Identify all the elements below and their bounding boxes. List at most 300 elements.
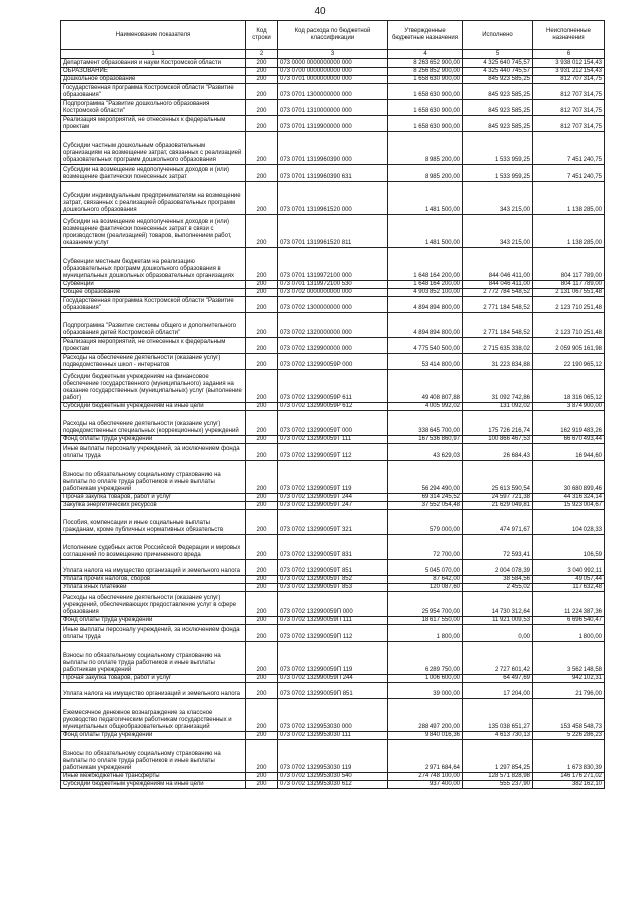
line-code-cell: 200 <box>246 436 278 444</box>
executed-amount-cell: 555 237,90 <box>463 781 533 789</box>
executed-amount-cell: 38 584,56 <box>463 576 533 584</box>
approved-amount-cell: 8 256 852 900,00 <box>388 68 463 76</box>
unexecuted-amount-cell: 804 117 789,00 <box>533 281 605 289</box>
approved-amount-cell: 6 289 750,00 <box>388 642 463 675</box>
column-number: 1 <box>61 50 246 59</box>
unexecuted-amount-cell: 106,59 <box>533 535 605 560</box>
executed-amount-cell: 135 038 651,27 <box>463 699 533 732</box>
approved-amount-cell: 4 894 894 800,00 <box>388 313 463 338</box>
table-row <box>61 68 605 76</box>
approved-amount-cell: 1 481 500,00 <box>388 215 463 248</box>
indicator-name-cell: Реализация мероприятий, не отнесенных к федеральным проектам <box>61 116 246 132</box>
approved-amount-cell: 18 617 550,00 <box>388 617 463 625</box>
executed-amount-cell: 14 730 312,64 <box>463 592 533 617</box>
table-row <box>61 84 605 100</box>
indicator-name-cell: Исполнение судебных актов Российской Федерации и мировых соглашений по возмещению причиненного вреда <box>61 535 246 560</box>
budget-code-cell: 073 0702 132990059П 244 <box>278 675 388 683</box>
header-line-code: Код строки <box>246 21 278 50</box>
approved-amount-cell: 39 000,00 <box>388 683 463 699</box>
line-code-cell: 200 <box>246 560 278 576</box>
table-row <box>61 642 605 675</box>
approved-amount-cell: 49 408 807,88 <box>388 370 463 403</box>
line-code-cell: 200 <box>246 165 278 182</box>
indicator-name-cell: Субсидии бюджетным учреждениям на финансовое обеспечение государственного (муниципального) задания на оказание государственных (муниципальных) услуг (выполнение работ) <box>61 370 246 403</box>
budget-code-cell: 073 0702 132990059P 000 <box>278 354 388 370</box>
line-code-cell: 200 <box>246 116 278 132</box>
budget-code-cell: 073 0702 132990059T 111 <box>278 436 388 444</box>
unexecuted-amount-cell: 16 944,60 <box>533 444 605 461</box>
line-code-cell: 200 <box>246 732 278 740</box>
unexecuted-amount-cell: 66 670 493,44 <box>533 436 605 444</box>
table-row <box>61 165 605 182</box>
indicator-name-cell: Расходы на обеспечение деятельности (оказание услуг) учреждений, обеспечивающих предоставление услуг в сфере образования <box>61 592 246 617</box>
budget-code-cell: 073 0702 132990059П 111 <box>278 617 388 625</box>
approved-amount-cell: 1 481 500,00 <box>388 182 463 215</box>
budget-code-cell: 073 0701 1319960390 631 <box>278 165 388 182</box>
table-row <box>61 248 605 281</box>
executed-amount-cell: 11 921 009,53 <box>463 617 533 625</box>
table-row <box>61 132 605 165</box>
line-code-cell: 200 <box>246 699 278 732</box>
table-body <box>61 59 605 789</box>
approved-amount-cell: 37 552 054,48 <box>388 502 463 510</box>
column-number: 3 <box>278 50 388 59</box>
unexecuted-amount-cell: 22 190 965,12 <box>533 354 605 370</box>
line-code-cell: 200 <box>246 576 278 584</box>
indicator-name-cell: Взносы по обязательному социальному страхованию на выплаты по оплате труда работников и иные выплаты работникам учреждений <box>61 740 246 773</box>
table-row <box>61 76 605 84</box>
budget-code-cell: 073 0702 132990059T 247 <box>278 502 388 510</box>
line-code-cell: 200 <box>246 100 278 116</box>
executed-amount-cell: 1 533 959,25 <box>463 132 533 165</box>
unexecuted-amount-cell: 812 707 314,75 <box>533 76 605 84</box>
approved-amount-cell: 288 497 200,00 <box>388 699 463 732</box>
table-row <box>61 116 605 132</box>
indicator-name-cell: Субвенции местным бюджетам на реализацию образовательных программ дошкольного образования в муниципальных дошкольных образовательных организациях <box>61 248 246 281</box>
budget-code-cell: 073 0702 1329953030 000 <box>278 699 388 732</box>
line-code-cell: 200 <box>246 592 278 617</box>
unexecuted-amount-cell: 5 226 286,23 <box>533 732 605 740</box>
table-row <box>61 461 605 494</box>
approved-amount-cell: 1 658 630 900,00 <box>388 116 463 132</box>
executed-amount-cell: 17 204,00 <box>463 683 533 699</box>
table-row <box>61 281 605 289</box>
table-row <box>61 338 605 354</box>
table-row <box>61 740 605 773</box>
table-row <box>61 370 605 403</box>
approved-amount-cell: 937 400,00 <box>388 781 463 789</box>
table-row <box>61 535 605 560</box>
indicator-name-cell: Уплата иных платежей <box>61 584 246 592</box>
executed-amount-cell: 24 597 721,38 <box>463 494 533 502</box>
indicator-name-cell: Субвенции <box>61 281 246 289</box>
indicator-name-cell: Уплата прочих налогов, сборов <box>61 576 246 584</box>
line-code-cell: 200 <box>246 625 278 642</box>
approved-amount-cell: 167 536 860,97 <box>388 436 463 444</box>
budget-code-cell: 073 0702 132990059P 611 <box>278 370 388 403</box>
budget-code-cell: 073 0701 1319961520 811 <box>278 215 388 248</box>
executed-amount-cell: 2 771 184 548,52 <box>463 313 533 338</box>
unexecuted-amount-cell: 162 919 483,26 <box>533 411 605 436</box>
line-code-cell: 200 <box>246 535 278 560</box>
indicator-name-cell: Субсидии частным дошкольным образовательным организациям на возмещение затрат, связанных с реализацией образовательных программ дошкольного образования <box>61 132 246 165</box>
budget-code-cell: 073 0702 1329953030 119 <box>278 740 388 773</box>
budget-code-cell: 073 0702 132990059T 853 <box>278 584 388 592</box>
table-row <box>61 502 605 510</box>
approved-amount-cell: 4 894 894 800,00 <box>388 297 463 313</box>
executed-amount-cell: 4 325 640 745,57 <box>463 59 533 68</box>
line-code-cell: 200 <box>246 740 278 773</box>
unexecuted-amount-cell: 1 673 830,39 <box>533 740 605 773</box>
unexecuted-amount-cell: 117 632,48 <box>533 584 605 592</box>
approved-amount-cell: 72 700,00 <box>388 535 463 560</box>
header-budget-code: Код расхода по бюджетной классификации <box>278 21 388 50</box>
line-code-cell: 200 <box>246 354 278 370</box>
table-row <box>61 510 605 535</box>
indicator-name-cell: Департамент образования и науки Костромской области <box>61 59 246 68</box>
line-code-cell: 200 <box>246 76 278 84</box>
column-number: 6 <box>533 50 605 59</box>
unexecuted-amount-cell: 2 059 905 161,98 <box>533 338 605 354</box>
line-code-cell: 200 <box>246 683 278 699</box>
line-code-cell: 200 <box>246 215 278 248</box>
approved-amount-cell: 87 642,00 <box>388 576 463 584</box>
executed-amount-cell: 72 593,41 <box>463 535 533 560</box>
executed-amount-cell: 845 923 585,25 <box>463 76 533 84</box>
line-code-cell: 200 <box>246 461 278 494</box>
table-row <box>61 444 605 461</box>
budget-code-cell: 073 0702 132990059T 112 <box>278 444 388 461</box>
table-row <box>61 313 605 338</box>
header-approved: Утвержденные бюджетные назначения <box>388 21 463 50</box>
indicator-name-cell: Фонд оплаты труда учреждений <box>61 436 246 444</box>
table-row <box>61 592 605 617</box>
indicator-name-cell: Государственная программа Костромской области "Развитие образования" <box>61 84 246 100</box>
budget-code-cell: 073 0702 132990059П 851 <box>278 683 388 699</box>
approved-amount-cell: 25 954 700,00 <box>388 592 463 617</box>
unexecuted-amount-cell: 2 123 710 251,48 <box>533 297 605 313</box>
budget-code-cell: 073 0702 132990059T 244 <box>278 494 388 502</box>
approved-amount-cell: 1 006 600,00 <box>388 675 463 683</box>
unexecuted-amount-cell: 1 800,00 <box>533 625 605 642</box>
table-row <box>61 732 605 740</box>
executed-amount-cell: 845 923 585,25 <box>463 116 533 132</box>
budget-code-cell: 073 0702 1329953030 111 <box>278 732 388 740</box>
approved-amount-cell: 69 314 245,52 <box>388 494 463 502</box>
budget-code-cell: 073 0702 132990059P 612 <box>278 403 388 411</box>
indicator-name-cell: Закупка энергетических ресурсов <box>61 502 246 510</box>
unexecuted-amount-cell: 49 057,44 <box>533 576 605 584</box>
line-code-cell: 200 <box>246 281 278 289</box>
column-number: 5 <box>463 50 533 59</box>
budget-code-cell: 073 0702 1320000000 000 <box>278 313 388 338</box>
page-number: 40 <box>314 6 326 17</box>
table-row <box>61 354 605 370</box>
indicator-name-cell: Ежемесячное денежное вознаграждение за классное руководство педагогическим работникам государственных и муниципальных общеобразовательных организаций <box>61 699 246 732</box>
approved-amount-cell: 8 985 200,00 <box>388 132 463 165</box>
column-number: 4 <box>388 50 463 59</box>
executed-amount-cell: 844 046 411,00 <box>463 281 533 289</box>
budget-code-cell: 073 0000 0000000000 000 <box>278 59 388 68</box>
unexecuted-amount-cell: 153 458 548,73 <box>533 699 605 732</box>
executed-amount-cell: 131 092,02 <box>463 403 533 411</box>
indicator-name-cell: Реализация мероприятий, не отнесенных к федеральным проектам <box>61 338 246 354</box>
unexecuted-amount-cell: 6 696 540,47 <box>533 617 605 625</box>
unexecuted-amount-cell: 3 874 900,00 <box>533 403 605 411</box>
budget-code-cell: 073 0701 1319972100 530 <box>278 281 388 289</box>
indicator-name-cell: Уплата налога на имущество организаций и земельного налога <box>61 683 246 699</box>
executed-amount-cell: 2 455,02 <box>463 584 533 592</box>
indicator-name-cell: Прочая закупка товаров, работ и услуг <box>61 494 246 502</box>
indicator-name-cell: Фонд оплаты труда учреждений <box>61 617 246 625</box>
line-code-cell: 200 <box>246 84 278 100</box>
budget-code-cell: 073 0702 1329953030 540 <box>278 773 388 781</box>
unexecuted-amount-cell: 3 040 992,11 <box>533 560 605 576</box>
table-row <box>61 617 605 625</box>
executed-amount-cell: 844 046 411,00 <box>463 248 533 281</box>
unexecuted-amount-cell: 942 102,31 <box>533 675 605 683</box>
indicator-name-cell: Фонд оплаты труда учреждений <box>61 732 246 740</box>
unexecuted-amount-cell: 812 707 314,75 <box>533 100 605 116</box>
line-code-cell: 200 <box>246 248 278 281</box>
executed-amount-cell: 2 715 635 338,02 <box>463 338 533 354</box>
line-code-cell: 200 <box>246 773 278 781</box>
executed-amount-cell: 21 629 049,81 <box>463 502 533 510</box>
approved-amount-cell: 274 748 100,00 <box>388 773 463 781</box>
line-code-cell: 200 <box>246 297 278 313</box>
table-row <box>61 773 605 781</box>
unexecuted-amount-cell: 382 162,10 <box>533 781 605 789</box>
indicator-name-cell: Субсидии бюджетным учреждениям на иные цели <box>61 403 246 411</box>
budget-code-cell: 073 0701 0000000000 000 <box>278 76 388 84</box>
line-code-cell: 200 <box>246 510 278 535</box>
budget-code-cell: 073 0702 132990059T 852 <box>278 576 388 584</box>
executed-amount-cell: 31 092 742,86 <box>463 370 533 403</box>
indicator-name-cell: Общее образование <box>61 289 246 297</box>
budget-code-cell: 073 0702 132990059T 831 <box>278 535 388 560</box>
table-header-row <box>61 21 605 50</box>
budget-code-cell: 073 0701 1319961520 000 <box>278 182 388 215</box>
line-code-cell: 200 <box>246 642 278 675</box>
indicator-name-cell: Уплата налога на имущество организаций и земельного налога <box>61 560 246 576</box>
unexecuted-amount-cell: 21 796,00 <box>533 683 605 699</box>
approved-amount-cell: 4 005 992,02 <box>388 403 463 411</box>
approved-amount-cell: 1 648 164 200,00 <box>388 248 463 281</box>
unexecuted-amount-cell: 804 117 789,00 <box>533 248 605 281</box>
line-code-cell: 200 <box>246 182 278 215</box>
approved-amount-cell: 4 775 540 500,00 <box>388 338 463 354</box>
unexecuted-amount-cell: 3 562 148,58 <box>533 642 605 675</box>
line-code-cell: 200 <box>246 289 278 297</box>
table-row <box>61 59 605 68</box>
unexecuted-amount-cell: 1 138 285,00 <box>533 215 605 248</box>
budget-code-cell: 073 0702 0000000000 000 <box>278 289 388 297</box>
indicator-name-cell: Субсидии на возмещение недополученных доходов и (или) возмещение фактически понесенных затрат <box>61 165 246 182</box>
executed-amount-cell: 343 215,00 <box>463 215 533 248</box>
executed-amount-cell: 26 684,43 <box>463 444 533 461</box>
approved-amount-cell: 43 629,03 <box>388 444 463 461</box>
column-number: 2 <box>246 50 278 59</box>
indicator-name-cell: Субсидии на возмещение недополученных доходов и (или) возмещение фактически понесенных затрат в связи с производством (реализацией) товаров, выполнением работ, оказанием услуг <box>61 215 246 248</box>
line-code-cell: 200 <box>246 68 278 76</box>
table-row <box>61 436 605 444</box>
table-row <box>61 100 605 116</box>
executed-amount-cell: 64 497,69 <box>463 675 533 683</box>
unexecuted-amount-cell: 30 680 899,46 <box>533 461 605 494</box>
column-number-row <box>61 50 605 59</box>
unexecuted-amount-cell: 44 316 324,14 <box>533 494 605 502</box>
indicator-name-cell: Подпрограмма "Развитие дошкольного образования Костромской области" <box>61 100 246 116</box>
header-indicator-name: Наименование показателя <box>61 21 246 50</box>
executed-amount-cell: 128 571 828,98 <box>463 773 533 781</box>
unexecuted-amount-cell: 18 316 065,12 <box>533 370 605 403</box>
indicator-name-cell: Прочая закупка товаров, работ и услуг <box>61 675 246 683</box>
table-row <box>61 683 605 699</box>
approved-amount-cell: 1 658 630 900,00 <box>388 76 463 84</box>
budget-code-cell: 073 0701 1319900000 000 <box>278 116 388 132</box>
header-executed: Исполнено <box>463 21 533 50</box>
approved-amount-cell: 4 903 852 100,00 <box>388 289 463 297</box>
unexecuted-amount-cell: 15 923 004,67 <box>533 502 605 510</box>
indicator-name-cell: Субсидии индивидуальным предпринимателям на возмещение затрат, связанных с реализацией образовательных программ дошкольного образования <box>61 182 246 215</box>
line-code-cell: 200 <box>246 584 278 592</box>
unexecuted-amount-cell: 3 931 212 154,43 <box>533 68 605 76</box>
approved-amount-cell: 5 045 070,00 <box>388 560 463 576</box>
indicator-name-cell: Расходы на обеспечение деятельности (оказание услуг) подведомственных специальных (коррекционных) учреждений <box>61 411 246 436</box>
unexecuted-amount-cell: 812 707 314,75 <box>533 84 605 100</box>
line-code-cell: 200 <box>246 617 278 625</box>
budget-code-cell: 073 0702 132990059П 119 <box>278 642 388 675</box>
table-row <box>61 675 605 683</box>
budget-execution-table <box>60 20 605 789</box>
executed-amount-cell: 100 866 467,53 <box>463 436 533 444</box>
executed-amount-cell: 474 971,67 <box>463 510 533 535</box>
indicator-name-cell: Государственная программа Костромской области "Развитие образования" <box>61 297 246 313</box>
executed-amount-cell: 4 325 440 745,57 <box>463 68 533 76</box>
table-row <box>61 182 605 215</box>
line-code-cell: 200 <box>246 370 278 403</box>
executed-amount-cell: 4 613 730,13 <box>463 732 533 740</box>
line-code-cell: 200 <box>246 444 278 461</box>
line-code-cell: 200 <box>246 403 278 411</box>
budget-code-cell: 073 0701 1319972100 000 <box>278 248 388 281</box>
budget-code-cell: 073 0702 132990059T 321 <box>278 510 388 535</box>
line-code-cell: 200 <box>246 411 278 436</box>
table-row <box>61 215 605 248</box>
unexecuted-amount-cell: 3 938 012 154,43 <box>533 59 605 68</box>
indicator-name-cell: Иные выплаты персоналу учреждений, за исключением фонда оплаты труда <box>61 444 246 461</box>
indicator-name-cell: Пособия, компенсации и иные социальные выплаты гражданам, кроме публичных нормативных обязательств <box>61 510 246 535</box>
table-row <box>61 699 605 732</box>
approved-amount-cell: 1 648 164 200,00 <box>388 281 463 289</box>
budget-code-cell: 073 0701 1310000000 000 <box>278 100 388 116</box>
executed-amount-cell: 2 772 784 548,52 <box>463 289 533 297</box>
table-row <box>61 560 605 576</box>
executed-amount-cell: 343 215,00 <box>463 182 533 215</box>
budget-code-cell: 073 0701 1319960390 000 <box>278 132 388 165</box>
indicator-name-cell: Расходы на обеспечение деятельности (оказание услуг) подведомственных школ - интернатов <box>61 354 246 370</box>
executed-amount-cell: 2 004 078,39 <box>463 560 533 576</box>
line-code-cell: 200 <box>246 675 278 683</box>
table-row <box>61 781 605 789</box>
unexecuted-amount-cell: 104 028,33 <box>533 510 605 535</box>
budget-code-cell: 073 0702 132990059T 851 <box>278 560 388 576</box>
line-code-cell: 200 <box>246 313 278 338</box>
indicator-name-cell: Дошкольное образование <box>61 76 246 84</box>
line-code-cell: 200 <box>246 59 278 68</box>
unexecuted-amount-cell: 7 451 240,75 <box>533 132 605 165</box>
table-row <box>61 625 605 642</box>
table-row <box>61 289 605 297</box>
unexecuted-amount-cell: 2 131 067 551,48 <box>533 289 605 297</box>
executed-amount-cell: 845 923 585,25 <box>463 100 533 116</box>
approved-amount-cell: 1 658 630 900,00 <box>388 84 463 100</box>
line-code-cell: 200 <box>246 338 278 354</box>
indicator-name-cell: Иные межбюджетные трансферты <box>61 773 246 781</box>
budget-code-cell: 073 0702 1300000000 000 <box>278 297 388 313</box>
line-code-cell: 200 <box>246 502 278 510</box>
indicator-name-cell: Подпрограмма "Развитие системы общего и дополнительного образования детей Костромской области" <box>61 313 246 338</box>
approved-amount-cell: 338 645 700,00 <box>388 411 463 436</box>
line-code-cell: 200 <box>246 781 278 789</box>
line-code-cell: 200 <box>246 494 278 502</box>
unexecuted-amount-cell: 1 138 285,00 <box>533 182 605 215</box>
table-row <box>61 576 605 584</box>
executed-amount-cell: 1 533 959,25 <box>463 165 533 182</box>
indicator-name-cell: ОБРАЗОВАНИЕ <box>61 68 246 76</box>
executed-amount-cell: 175 726 216,74 <box>463 411 533 436</box>
approved-amount-cell: 1 800,00 <box>388 625 463 642</box>
budget-code-cell: 073 0702 1329900000 000 <box>278 338 388 354</box>
unexecuted-amount-cell: 11 224 387,36 <box>533 592 605 617</box>
executed-amount-cell: 31 223 834,88 <box>463 354 533 370</box>
unexecuted-amount-cell: 146 176 271,02 <box>533 773 605 781</box>
executed-amount-cell: 1 297 854,25 <box>463 740 533 773</box>
approved-amount-cell: 8 263 652 900,00 <box>388 59 463 68</box>
executed-amount-cell: 2 727 601,42 <box>463 642 533 675</box>
executed-amount-cell: 2 771 184 548,52 <box>463 297 533 313</box>
budget-code-cell: 073 0701 1300000000 000 <box>278 84 388 100</box>
budget-code-cell: 073 0702 132990059T 000 <box>278 411 388 436</box>
indicator-name-cell: Взносы по обязательному социальному страхованию на выплаты по оплате труда работников и иные выплаты работникам учреждений <box>61 642 246 675</box>
approved-amount-cell: 120 087,60 <box>388 584 463 592</box>
executed-amount-cell: 845 923 585,25 <box>463 84 533 100</box>
approved-amount-cell: 8 985 200,00 <box>388 165 463 182</box>
table-row <box>61 297 605 313</box>
approved-amount-cell: 56 294 490,00 <box>388 461 463 494</box>
table-row <box>61 584 605 592</box>
indicator-name-cell: Иные выплаты персоналу учреждений, за исключением фонда оплаты труда <box>61 625 246 642</box>
indicator-name-cell: Субсидии бюджетным учреждениям на иные цели <box>61 781 246 789</box>
budget-code-cell: 073 0702 1329953030 612 <box>278 781 388 789</box>
unexecuted-amount-cell: 7 451 240,75 <box>533 165 605 182</box>
indicator-name-cell: Взносы по обязательному социальному страхованию на выплаты по оплате труда работников и иные выплаты работникам учреждений <box>61 461 246 494</box>
line-code-cell: 200 <box>246 132 278 165</box>
budget-code-cell: 073 0702 132990059П 112 <box>278 625 388 642</box>
unexecuted-amount-cell: 2 123 710 251,48 <box>533 313 605 338</box>
budget-code-cell: 073 0702 132990059T 119 <box>278 461 388 494</box>
executed-amount-cell: 0,00 <box>463 625 533 642</box>
budget-code-cell: 073 0700 0000000000 000 <box>278 68 388 76</box>
table-row <box>61 403 605 411</box>
approved-amount-cell: 9 840 016,36 <box>388 732 463 740</box>
table-row <box>61 411 605 436</box>
approved-amount-cell: 1 658 630 900,00 <box>388 100 463 116</box>
table-row <box>61 494 605 502</box>
budget-code-cell: 073 0702 132990059П 000 <box>278 592 388 617</box>
approved-amount-cell: 2 971 684,64 <box>388 740 463 773</box>
unexecuted-amount-cell: 812 707 314,75 <box>533 116 605 132</box>
